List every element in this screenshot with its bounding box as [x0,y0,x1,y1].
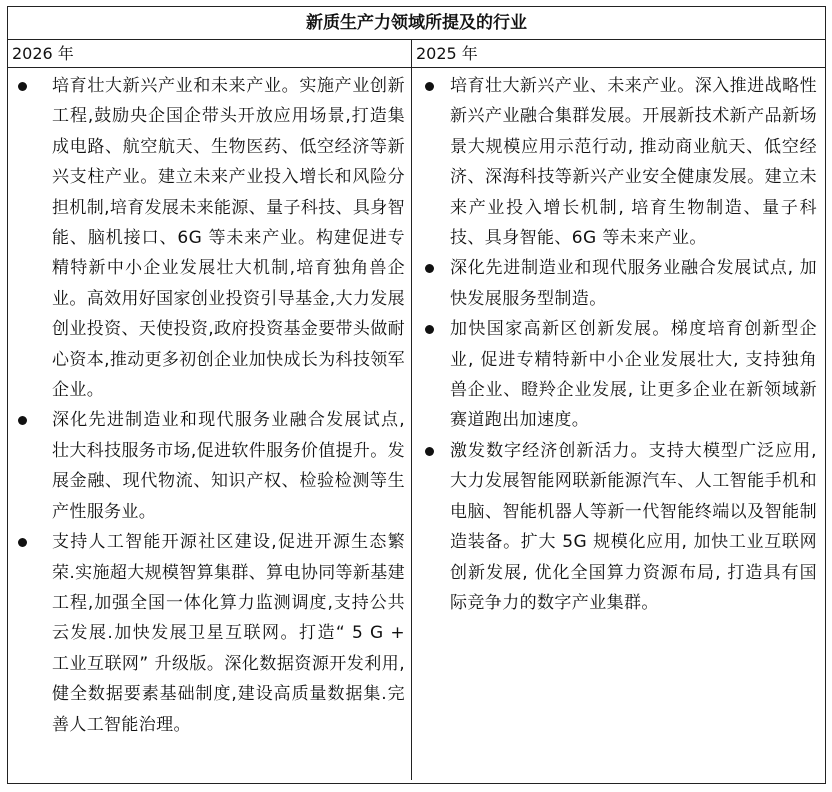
item-text: 培育壮大新兴产业、未来产业。深入推进战略性新兴产业融合集群发展。开展新技术新产品新场景大规模应用示范行动, 推动商业航天、低空经济、深海科技等新兴产业安全健康发展。建立未来产业投入增长机制, 培育生物制造、量子科技、具身智能、6G 等未来产业。 [450,76,817,249]
bullet-icon [18,416,27,425]
header-row [8,40,825,68]
industries-table [7,6,826,784]
list-item [412,436,825,618]
content-row [8,68,825,780]
bullet-icon [18,82,27,91]
bullet-icon [425,264,434,273]
column-2026 [8,68,412,780]
list-item [8,527,411,740]
item-text: 深化先进制造业和现代服务业融合发展试点, 壮大科技服务市场,促进软件服务价值提升。发展金融、现代物流、知识产权、检验检测等生产性服务业。 [52,410,405,522]
bullet-icon [18,538,27,547]
list-item [412,71,825,253]
table-title: 新质生产力领域所提及的行业 [8,7,825,40]
list-2026 [8,71,411,740]
item-text: 加快国家高新区创新发展。梯度培育创新型企业, 促进专精特新中小企业发展壮大, 支持独角兽企业、瞪羚企业发展, 让更多企业在新领域新赛道跑出加速度。 [450,319,817,431]
bullet-icon [425,82,434,91]
list-item [8,405,411,527]
item-text: 支持人工智能开源社区建设,促进开源生态繁荣.实施超大规模智算集群、算电协同等新基建工程,加强全国一体化算力监测调度,支持公共云发展.加快发展卫星互联网。打造“ 5 G + 工业互联网” 升级版。深化数据资源开发利用,健全数据要素基础制度,建设高质量数据集.完善人工智能治理。 [52,532,405,735]
list-item [412,253,825,314]
item-text: 深化先进制造业和现代服务业融合发展试点, 加快发展服务型制造。 [450,258,817,309]
header-2026: 2026 年 [8,40,412,67]
item-text: 培育壮大新兴产业和未来产业。实施产业创新工程,鼓励央企国企带头开放应用场景,打造集成电路、航空航天、生物医药、低空经济等新兴支柱产业。建立未来产业投入增长和风险分担机制,培育发展未来能源、量子科技、具身智能、脑机接口、6G 等未来产业。构建促进专精特新中小企业发展壮大机制,培育独角兽企业。高效用好国家创业投资引导基金,大力发展创业投资、天使投资,政府投资基金要带头做耐心资本,推动更多初创企业加快成长为科技领军企业。 [52,76,405,401]
list-2025 [412,71,825,618]
list-item [412,314,825,436]
bullet-icon [425,447,434,456]
header-2025: 2025 年 [416,44,478,63]
column-2025 [412,68,825,780]
list-item [8,71,411,405]
bullet-icon [425,325,434,334]
item-text: 激发数字经济创新活力。支持大模型广泛应用, 大力发展智能网联新能源汽车、人工智能手机和电脑、智能机器人等新一代智能终端以及智能制造装备。扩大 5G 规模化应用, 加快工业互联网创新发展, 优化全国算力资源布局, 打造具有国际竞争力的数字产业集群。 [450,440,817,613]
